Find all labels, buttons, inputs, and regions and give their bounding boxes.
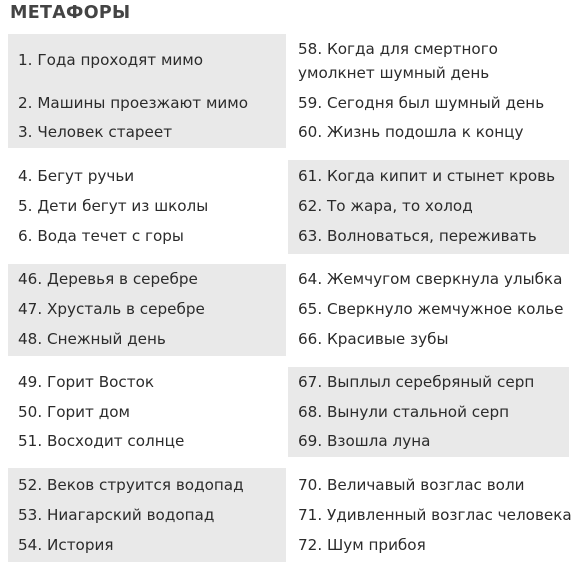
list-item: 46. Деревья в серебре: [18, 270, 198, 288]
list-item: 4. Бегут ручьи: [18, 167, 135, 185]
list-item: 68. Вынули стальной серп: [298, 403, 510, 421]
list-item: 3. Человек стареет: [18, 123, 173, 141]
list-item: 58. Когда для смертного умолкнет шумный день: [298, 40, 498, 82]
list-item: 52. Веков струится водопад: [18, 476, 244, 494]
list-item: 67. Выплыл серебряный серп: [298, 373, 535, 391]
list-item: 2. Машины проезжают мимо: [18, 94, 249, 112]
list-item: 6. Вода течет с горы: [18, 227, 184, 245]
group-3-right: [288, 264, 569, 356]
list-item: 65. Сверкнуло жемчужное колье: [298, 300, 564, 318]
list-item: 49. Горит Восток: [18, 373, 155, 391]
list-item: 5. Дети бегут из школы: [18, 197, 209, 215]
group-3-left: [8, 264, 286, 356]
group-1-right: [288, 34, 569, 148]
list-item: 60. Жизнь подошла к концу: [298, 123, 524, 141]
list-item: 51. Восходит солнце: [18, 432, 185, 450]
group-5-right: [288, 468, 572, 562]
group-4-left: [8, 367, 286, 457]
group-2-left: [8, 160, 286, 254]
list-item: 63. Волноваться, переживать: [298, 227, 537, 245]
list-item: 71. Удивленный возглас человека: [298, 506, 572, 524]
list-item: 61. Когда кипит и стынет кровь: [298, 167, 556, 185]
list-item: 66. Красивые зубы: [298, 330, 449, 348]
list-item: 1. Года проходят мимо: [18, 51, 204, 69]
list-item: 72. Шум прибоя: [298, 536, 426, 554]
group-2-right: [288, 160, 569, 254]
list-item: 50. Горит дом: [18, 403, 130, 421]
group-4-right: [288, 367, 569, 457]
group-1-left: [8, 34, 286, 148]
list-item: 54. История: [18, 536, 114, 554]
list-item: 53. Ниагарский водопад: [18, 506, 215, 524]
page-title: МЕТАФОРЫ: [10, 3, 131, 23]
list-item: 48. Снежный день: [18, 330, 166, 348]
list-item: 62. То жара, то холод: [298, 197, 473, 215]
list-item: 47. Хрусталь в серебре: [18, 300, 205, 318]
list-item: 69. Взошла луна: [298, 432, 431, 450]
list-item: 64. Жемчугом сверкнула улыбка: [298, 270, 563, 288]
group-5-left: [8, 468, 286, 562]
list-item: 70. Величавый возглас воли: [298, 476, 525, 494]
list-item: 59. Сегодня был шумный день: [298, 94, 545, 112]
